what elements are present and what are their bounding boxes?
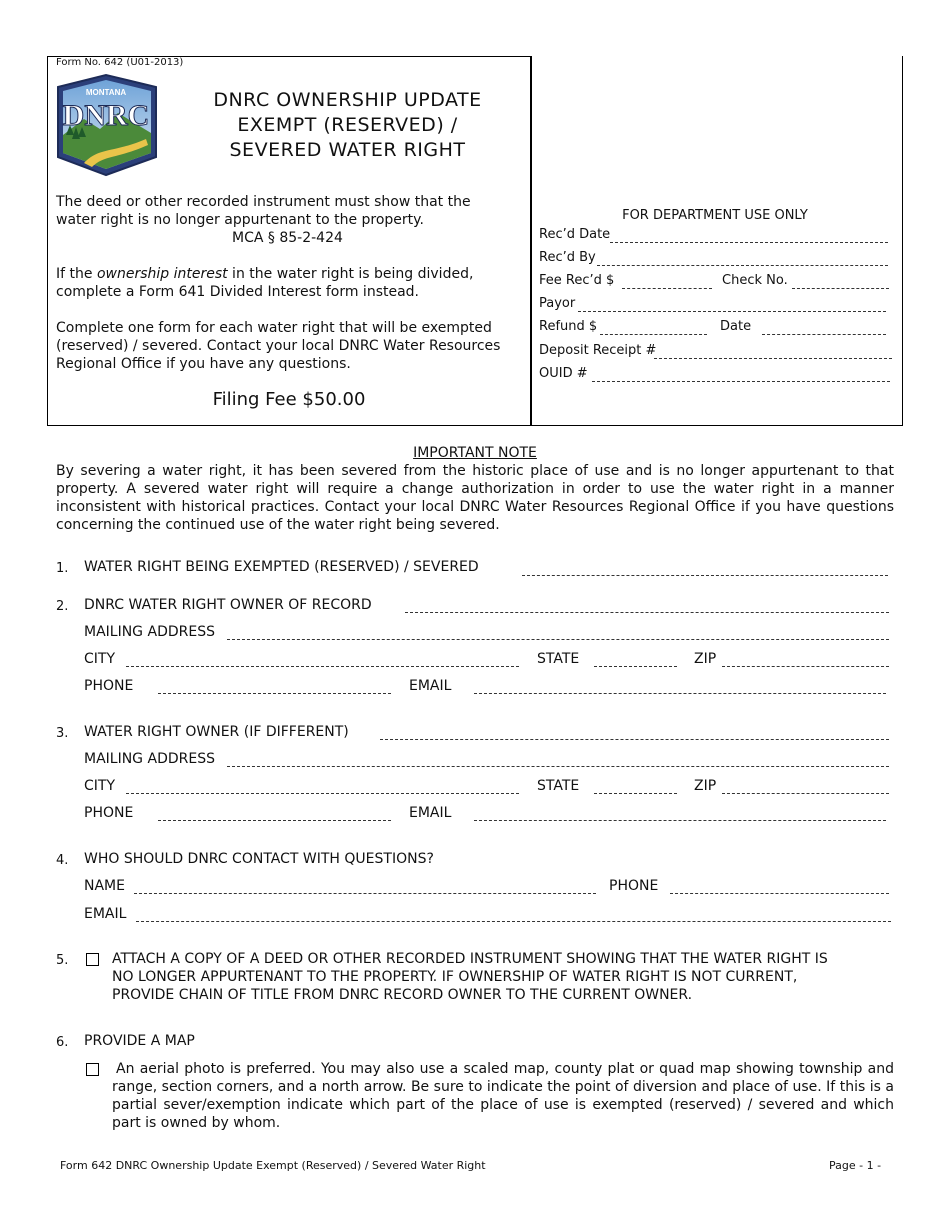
- question-number: 2.: [56, 599, 69, 614]
- footer-page-number: Page - 1 -: [829, 1159, 882, 1172]
- owner-of-record-field[interactable]: [405, 612, 889, 613]
- text-line: complete a Form 641 Divided Interest form instead.: [56, 284, 420, 300]
- statute-reference: MCA § 85-2-424: [232, 230, 343, 246]
- phone-label: PHONE: [609, 878, 659, 894]
- q3-phone-field[interactable]: [158, 820, 391, 821]
- city-label: CITY: [84, 651, 116, 667]
- ouid-field[interactable]: [592, 381, 890, 382]
- provide-map-checkbox[interactable]: [86, 1063, 99, 1076]
- q2-label: DNRC WATER RIGHT OWNER OF RECORD: [84, 597, 372, 613]
- question-number: 1.: [56, 561, 69, 576]
- dept-row-recd-date: [539, 227, 610, 243]
- q2-zip-field[interactable]: [722, 666, 889, 667]
- question-number: 3.: [56, 726, 69, 741]
- dept-row-ouid: [539, 366, 588, 382]
- q1-label: WATER RIGHT BEING EXEMPTED (RESERVED) / SEVERED: [84, 559, 479, 575]
- intro-paragraph-3: [56, 319, 526, 373]
- recd-date-field[interactable]: [610, 242, 888, 243]
- intro-paragraph-2: [56, 265, 526, 301]
- email-label: EMAIL: [409, 805, 452, 821]
- field-label: Rec’d Date: [539, 227, 611, 242]
- important-note-title: IMPORTANT NOTE: [413, 445, 537, 461]
- logo-dnrc-text: DNRC: [62, 99, 150, 132]
- state-label: STATE: [537, 651, 580, 667]
- name-label: NAME: [84, 878, 125, 894]
- contact-phone-field[interactable]: [670, 893, 889, 894]
- text-line: NO LONGER APPURTENANT TO THE PROPERTY. IF OWNERSHIP OF WATER RIGHT IS NOT CURRENT,: [112, 969, 798, 985]
- text-line: ATTACH A COPY OF A DEED OR OTHER RECORDED INSTRUMENT SHOWING THAT THE WATER RIGHT IS: [112, 951, 828, 967]
- q2-email-field[interactable]: [474, 693, 886, 694]
- question-number: 4.: [56, 853, 69, 868]
- text-span: If the: [56, 266, 97, 282]
- q6-label: PROVIDE A MAP: [84, 1033, 195, 1049]
- emphasis-text: ownership interest: [96, 266, 228, 282]
- q3-mailing-address-field[interactable]: [227, 766, 889, 767]
- header-bottom-rule: [47, 425, 903, 426]
- zip-label: ZIP: [694, 778, 717, 794]
- owner-if-different-field[interactable]: [380, 739, 889, 740]
- q3-zip-field[interactable]: [722, 793, 889, 794]
- filing-fee: Filing Fee $50.00: [212, 389, 366, 410]
- q5-text: [112, 950, 902, 1004]
- field-label: Rec’d By: [539, 250, 596, 265]
- contact-name-field[interactable]: [134, 893, 596, 894]
- intro-paragraph-1: [56, 193, 526, 247]
- important-note-text: By severing a water right, it has been severed from the historic place of use and is no longer appurtenant to that property. A severed water right will require a change authorization in order to use the water right in a manner inconsistent with historical practices. Contact your local DNRC Water Resources Regional Office if you have questions concerning the continued use of the water right being severed.: [56, 463, 894, 533]
- form-title: [190, 88, 505, 163]
- question-number: 5.: [56, 953, 69, 968]
- footer-form-name: Form 642 DNRC Ownership Update Exempt (Reserved) / Severed Water Right: [60, 1159, 486, 1172]
- fee-recd-field[interactable]: [622, 288, 712, 289]
- state-label: STATE: [537, 778, 580, 794]
- field-label: OUID #: [539, 366, 588, 381]
- dnrc-logo: [54, 73, 160, 177]
- q3-state-field[interactable]: [594, 793, 677, 794]
- dept-row-recd-by: [539, 250, 596, 266]
- deposit-receipt-field[interactable]: [654, 358, 892, 359]
- q2-mailing-address-field[interactable]: [227, 639, 889, 640]
- field-label: Fee Rec’d $: [539, 273, 615, 288]
- email-label: EMAIL: [84, 906, 127, 922]
- form-number: Form No. 642 (U01-2013): [56, 57, 184, 68]
- text-line: (reserved) / severed. Contact your local DNRC Water Resources: [56, 338, 501, 354]
- phone-label: PHONE: [84, 678, 134, 694]
- q3-label: WATER RIGHT OWNER (IF DIFFERENT): [84, 724, 349, 740]
- refund-field[interactable]: [600, 334, 707, 335]
- field-label: Refund $: [539, 319, 598, 334]
- text-line: Regional Office if you have any questions.: [56, 356, 351, 372]
- city-label: CITY: [84, 778, 116, 794]
- dept-row-payor: [539, 296, 575, 312]
- question-number: 6.: [56, 1035, 69, 1050]
- q2-phone-field[interactable]: [158, 693, 391, 694]
- attach-deed-checkbox[interactable]: [86, 953, 99, 966]
- field-label: Deposit Receipt #: [539, 343, 657, 358]
- q3-city-field[interactable]: [126, 793, 519, 794]
- text-line: water right is no longer appurtenant to the property.: [56, 212, 424, 228]
- q2-city-field[interactable]: [126, 666, 519, 667]
- phone-label: PHONE: [84, 805, 134, 821]
- text-span: in the water right is being divided,: [227, 266, 474, 282]
- q3-email-field[interactable]: [474, 820, 886, 821]
- water-right-field[interactable]: [522, 575, 888, 576]
- header-right-edge: [902, 56, 903, 426]
- mailing-address-label: MAILING ADDRESS: [84, 751, 215, 767]
- check-no-label: Check No.: [722, 273, 788, 288]
- title-line: SEVERED WATER RIGHT: [229, 139, 466, 161]
- email-label: EMAIL: [409, 678, 452, 694]
- q6-text: An aerial photo is preferred. You may also use a scaled map, county plat or quad map showing township and range, section corners, and a north arrow. Be sure to indicate the point of diversion and place of use. If this is a partial sever/exemption indicate which part of the place of use is exempted (reserved) / severed and which part is owned by whom.: [112, 1061, 894, 1131]
- text-line: Complete one form for each water right that will be exempted: [56, 320, 492, 336]
- q2-state-field[interactable]: [594, 666, 677, 667]
- dept-row-refund: [539, 319, 597, 335]
- title-line: EXEMPT (RESERVED) /: [237, 114, 458, 136]
- payor-field[interactable]: [578, 311, 886, 312]
- logo-state-text: MONTANA: [85, 88, 127, 97]
- mailing-address-label: MAILING ADDRESS: [84, 624, 215, 640]
- dept-row-deposit: [539, 343, 656, 359]
- date-field[interactable]: [762, 334, 886, 335]
- contact-email-field[interactable]: [136, 921, 891, 922]
- zip-label: ZIP: [694, 651, 717, 667]
- q4-label: WHO SHOULD DNRC CONTACT WITH QUESTIONS?: [84, 851, 434, 867]
- check-no-field[interactable]: [792, 288, 889, 289]
- title-line: DNRC OWNERSHIP UPDATE: [213, 89, 482, 111]
- text-line: PROVIDE CHAIN OF TITLE FROM DNRC RECORD OWNER TO THE CURRENT OWNER.: [112, 987, 693, 1003]
- dept-row-fee: [539, 273, 614, 289]
- recd-by-field[interactable]: [597, 265, 888, 266]
- header-divider: [531, 56, 532, 426]
- field-label: Payor: [539, 296, 576, 311]
- text-line: The deed or other recorded instrument must show that the: [56, 194, 471, 210]
- date-label: Date: [720, 319, 752, 334]
- department-use-title: FOR DEPARTMENT USE ONLY: [622, 208, 808, 223]
